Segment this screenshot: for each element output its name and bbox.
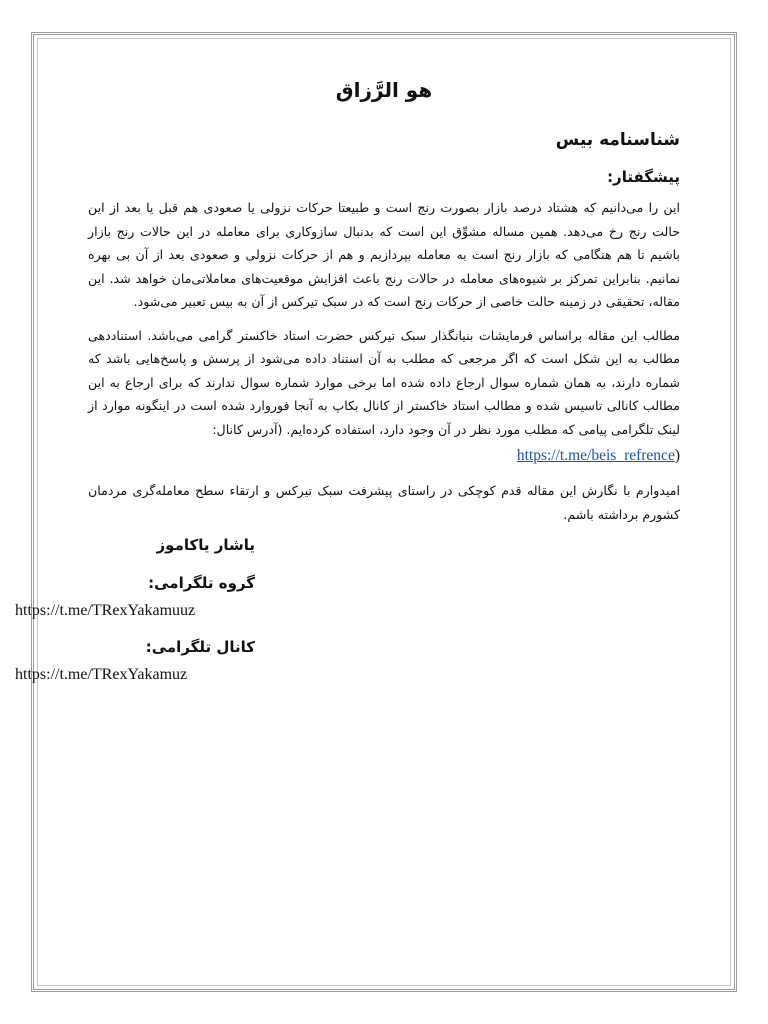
document-page — [15, 78, 680, 702]
telegram-channel-label: کانال تلگرامی: — [145, 638, 255, 656]
paren-open: ( — [674, 447, 680, 464]
telegram-channel-url[interactable]: https://t.me/TRexYakamuz — [15, 666, 188, 683]
section-heading: شناسنامه بیس — [555, 130, 680, 150]
paragraph-3: امیدوارم با نگارش این مقاله قدم کوچکی در راستای پیشرفت سبک تیرکس و ارتقاء سطح معامله‌گری مردمان کشورم برداشته باشم. — [88, 483, 680, 522]
signature-block — [15, 536, 255, 684]
telegram-group-label: گروه تلگرامی: — [148, 574, 255, 592]
telegram-group-url[interactable]: https://t.me/TRexYakamuuz — [15, 602, 196, 619]
document-title: هو الرَّزاق — [335, 78, 433, 102]
paragraph-1: این را می‌دانیم که هشتاد درصد بازار بصورت رنج است و طبیعتا حرکات نزولی یا صعودی هم قبل یا بعد از این حالت رنج رخ می‌دهد. همین مساله مشوِّق این است که بدنبال سازوکاری برای معامله در این حالات رنج بازار باشیم تا هم هنگامی که بازار رنج است به معامله بپردازیم و هم از حرکات نزولی و صعودی بعد از آن بی بهره نمانیم. بنابراین تمرکز بر شیوه‌های معامله در حالات رنج باعث افزایش موقعیت‌های معاملاتی‌مان خواهد شد. این مقاله، تحقیقی در زمینه حالت خاصی از حرکات رنج است که در سبک تیرکس از آن به بیس تعبیر می‌شود. — [88, 200, 680, 309]
channel-reference-link[interactable]: https://t.me/beis_refrence — [516, 447, 675, 464]
paragraph-2: مطالب این مقاله براساس فرمایشات بنیانگذار سبک تیرکس حضرت استاد خاکستر گرامی می‌باشد. استناددهی مطالب به این شکل است که اگر مرجعی که مطلب به آن استناد داده می‌شود از پرسش و پاسخ‌هایی باشد که شماره دارند، به همان شماره سوال ارجاع داده شده اما برخی موارد شماره سوال ندارند که برای ارجاع به این مطالب کانالی تاسیس شده و مطالب استاد خاکستر از کانال بکاپ به آنجا فوروارد شده است در اینگونه موارد از لینک تلگرامی پیامی که مطلب مورد نظر در آن وجود دارد، استفاده کرده‌ایم. (آدرس کانال: — [88, 327, 680, 437]
channel-link-line — [88, 447, 680, 465]
preface-heading: پیشگفتار: — [607, 168, 680, 186]
author-name: یاشار یاکاموز — [156, 536, 255, 554]
